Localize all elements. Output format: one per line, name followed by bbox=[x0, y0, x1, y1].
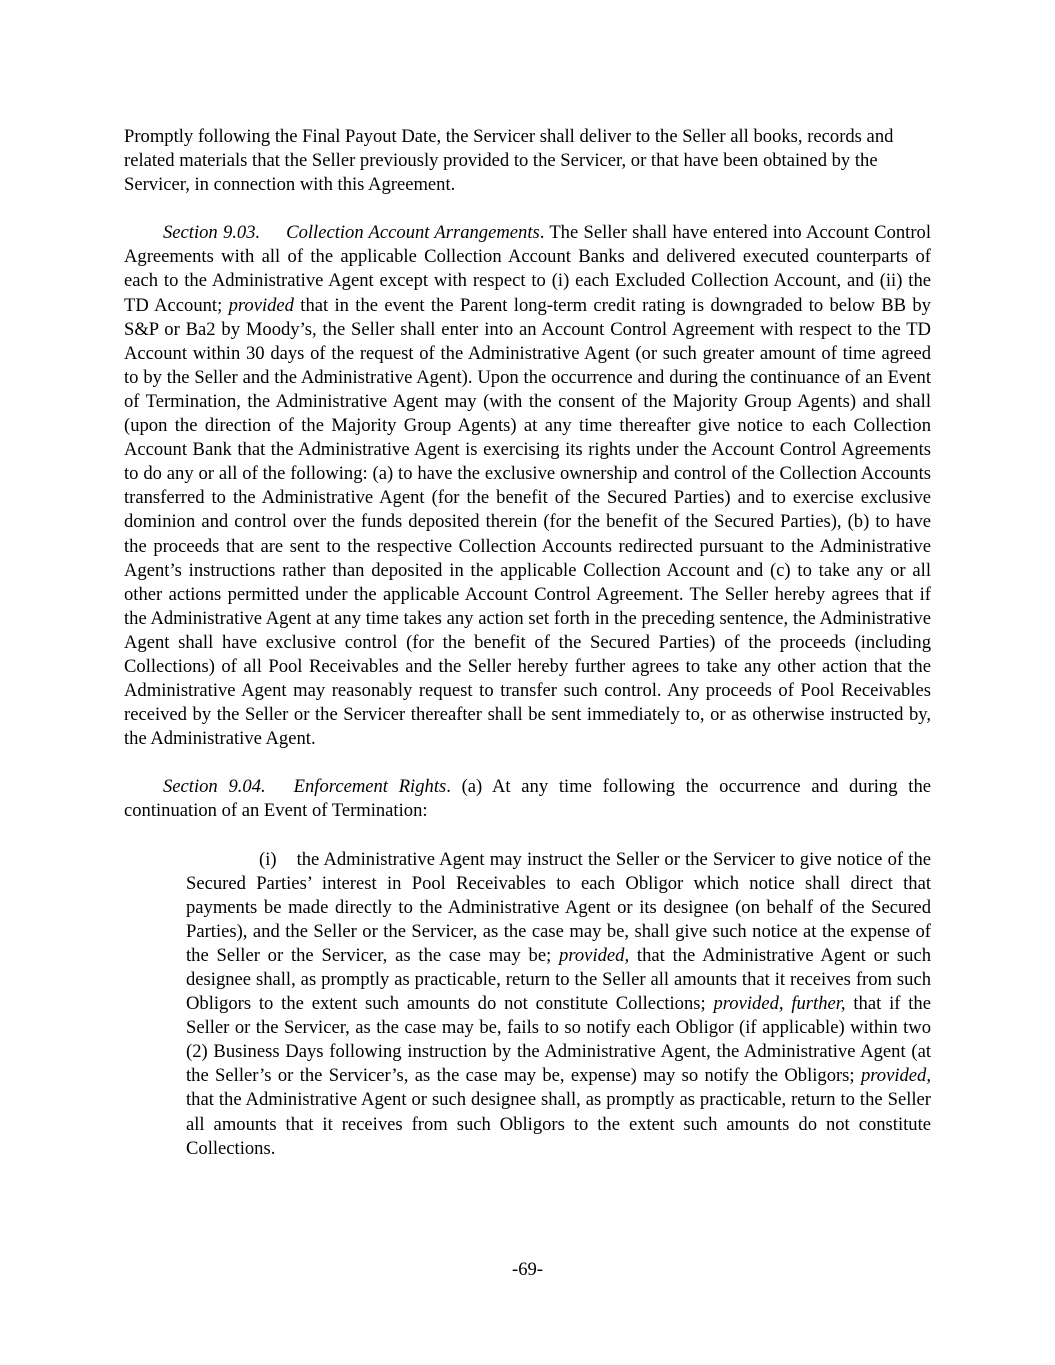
clause-i-text-2: that the Administrative Agent or such designee shall, as promptly as practicable, return to the Seller all amounts that it receives from such Obligors to the extent such amounts do not constitute Collections; bbox=[186, 944, 931, 1015]
section-9-04-title: Enforcement Rights bbox=[293, 776, 447, 798]
clause-i-text-3: that if the Seller or the Servicer, as the case may be, fails to so notify each Obligor (if applicable) within two (2) Business Days following instruction by the Administrative Agent, the Administrative Agent (at the Seller’s or the Servicer’s, as the case may be, expense) may so notify the Obligors; bbox=[186, 993, 931, 1087]
section-9-04 bbox=[124, 775, 931, 823]
clause-i-provided-1: provided, bbox=[559, 944, 630, 966]
document-page bbox=[124, 125, 931, 1185]
clause-i-text-4: that the Administrative Agent or such designee shall, as promptly as practicable, return to the Seller all amounts that it receives from such Obligors to the extent such amounts do not constitute Collections. bbox=[186, 1089, 931, 1159]
clause-i bbox=[186, 848, 931, 1161]
section-9-03-text-2: that in the event the Parent long-term credit rating is downgraded to below BB by S&P or Ba2 by Moody’s, the Seller shall enter into an Account Control Agreement with respect to the TD Account within 30 days of the request of the Administrative Agent (or such greater amount of time agreed to by the Seller and the Administrative Agent). Upon the occurrence and during the continuance of an Event of Termination, the Administrative Agent may (with the consent of the Majority Group Agents) and shall (upon the direction of the Majority Group Agents) at any time thereafter give notice to each Collection Account Bank that the Administrative Agent is exercising its rights under the Account Control Agreements to do any or all of the following: (a) to have the exclusive ownership and control of the Collection Accounts transferred to the Administrative Agent (for the benefit of the Secured Parties) and to exercise exclusive dominion and control over the funds deposited therein (for the benefit of the Secured Parties), (b) to have the proceeds that are sent to the respective Collection Accounts redirected pursuant to the Administrative Agent’s instructions rather than deposited in the applicable Collection Account and (c) to take any or all other actions permitted under the applicable Account Control Agreement. The Seller hereby agrees that if the Administrative Agent at any time takes any action set forth in the preceding sentence, the Administrative Agent shall have exclusive control (for the benefit of the Secured Parties) of the proceeds (including Collections) of all Pool Receivables and the Seller hereby further agrees to take any other action that the Administrative Agent may reasonably request to transfer such control. Any proceeds of Pool Receivables received by the Seller or the Servicer thereafter shall be sent immediately to, or as otherwise instructed by, the Administrative Agent. bbox=[124, 294, 931, 750]
clause-i-provided-2: provided, bbox=[860, 1065, 931, 1087]
section-9-04-number: Section 9.04. bbox=[163, 776, 266, 798]
clause-i-label: (i) bbox=[259, 848, 277, 870]
clause-i-provided-further: provided, further, bbox=[713, 993, 846, 1015]
section-9-03-text-1: . The Seller shall have entered into Account Control Agreements with all of the applicable Collection Account Banks and delivered executed counterparts of each to the Administrative Agent except with respect to (i) each Excluded Collection Account, and (ii) the TD Account; bbox=[124, 222, 931, 316]
section-9-03-provided: provided bbox=[228, 294, 294, 316]
paragraph-final-payout: Promptly following the Final Payout Date, the Servicer shall deliver to the Seller all books, records and related materials that the Seller previously provided to the Servicer, or that have been obtained by the Servicer, in connection with this Agreement. bbox=[124, 126, 894, 196]
section-9-03-number: Section 9.03. bbox=[163, 222, 261, 244]
page-number: -69- bbox=[512, 1259, 543, 1280]
section-9-03-title: Collection Account Arrangements bbox=[286, 222, 540, 244]
section-9-04-text: . (a) At any time following the occurrence and during the continuation of an Event of Termination: bbox=[124, 776, 931, 822]
clause-i-text-1: the Administrative Agent may instruct the Seller or the Servicer to give notice of the Secured Parties’ interest in Pool Receivables to each Obligor which notice shall direct that payments be made directly to the Administrative Agent or its designee (on behalf of the Secured Parties), and the Seller or the Servicer, as the case may be, shall give such notice at the expense of the Seller or the Servicer, as the case may be; bbox=[186, 848, 931, 966]
section-9-03 bbox=[124, 221, 931, 751]
